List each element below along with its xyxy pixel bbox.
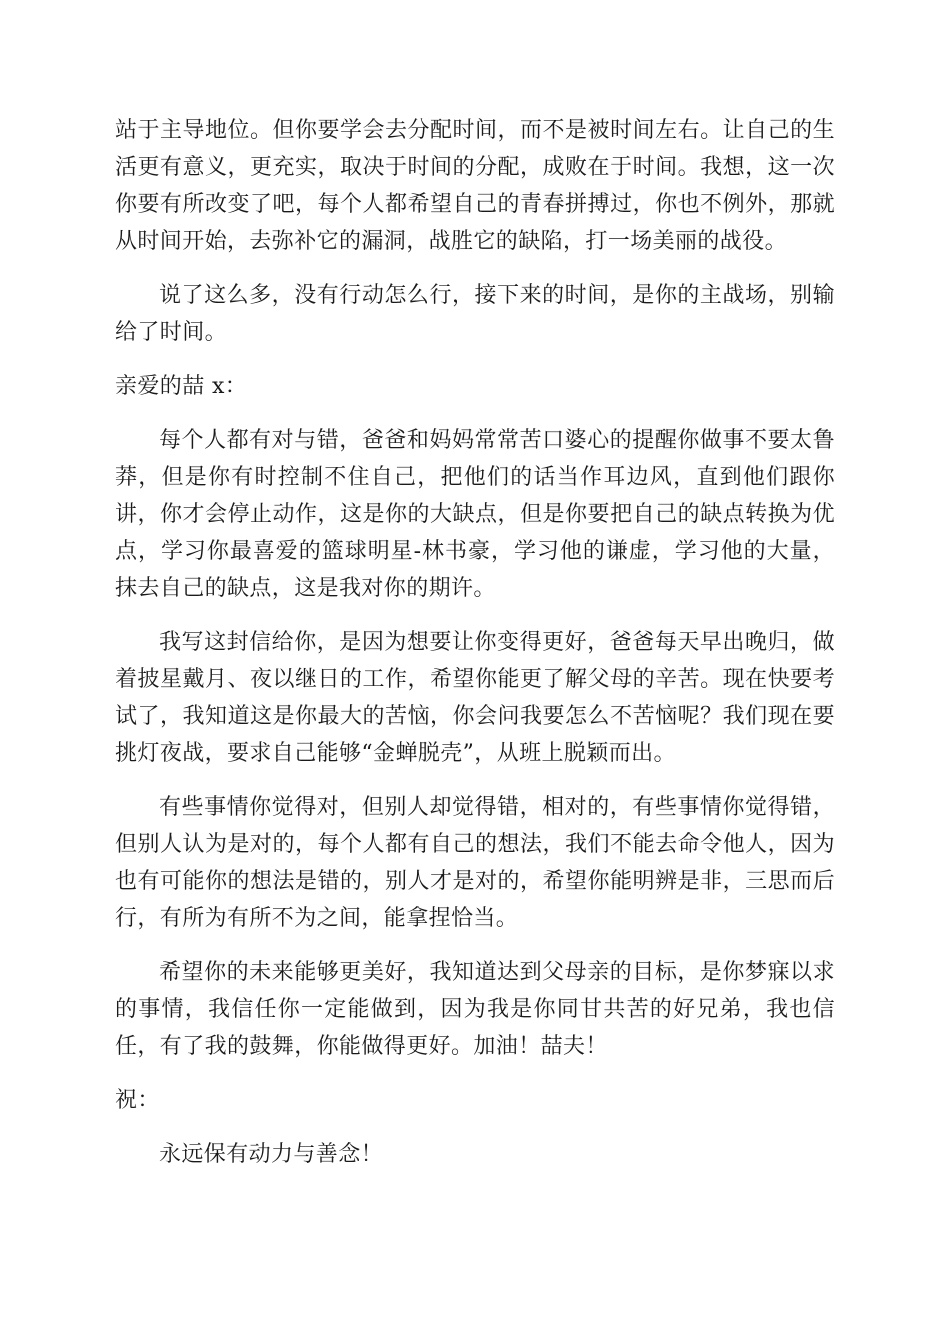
closing-wish-label: 祝：	[115, 1088, 160, 1113]
letter-body	[115, 112, 835, 1190]
paragraph-why-write: 我写这封信给你，是因为想要让你变得更好，爸爸每天早出晚归，做着披星戴月、夜以继日的工作，希望你能更了解父母的辛苦。现在快要考试了，我知道这是你最大的苦恼，你会问我要怎么不苦恼呢？我们现在要挑灯夜战，要求自己能够“金蝉脱壳”，从班上脱颖而出。	[115, 630, 835, 766]
paragraph-take-action: 说了这么多，没有行动怎么行，接下来的时间，是你的主战场，别输给了时间。	[115, 283, 835, 345]
paragraph-right-and-wrong: 每个人都有对与错，爸爸和妈妈常常苦口婆心的提醒你做事不要太鲁莽，但是你有时控制不住自己，把他们的话当作耳边风，直到他们跟你讲，你才会停止动作，这是你的大缺点，但是你要把自己的缺点转换为优点，学习你最喜爱的篮球明星-林书豪，学习他的谦虚，学习他的大量，抹去自己的缺点，这是我对你的期许。	[115, 428, 835, 601]
paragraph-future-wishes: 希望你的未来能够更美好，我知道达到父母亲的目标，是你梦寐以求的事情，我信任你一定能做到，因为我是你同甘共苦的好兄弟，我也信任，有了我的鼓舞，你能做得更好。加油！喆夫！	[115, 960, 835, 1059]
salutation: 亲爱的喆 x：	[115, 374, 248, 399]
paragraph-time-allocation: 站于主导地位。但你要学会去分配时间，而不是被时间左右。让自己的生活更有意义，更充实，取决于时间的分配，成败在于时间。我想，这一次你要有所改变了吧，每个人都希望自己的青春拼搏过，你也不例外，那就从时间开始，去弥补它的漏洞，战胜它的缺陷，打一场美丽的战役。	[115, 118, 835, 254]
closing-wish: 永远保有动力与善念！	[159, 1142, 384, 1167]
paragraph-others-opinions: 有些事情你觉得对，但别人却觉得错，相对的，有些事情你觉得错，但别人认为是对的，每个人都有自己的想法，我们不能去命令他人，因为也有可能你的想法是错的，别人才是对的，希望你能明辨是非，三思而后行，有所为有所不为之间，能拿捏恰当。	[115, 795, 835, 931]
